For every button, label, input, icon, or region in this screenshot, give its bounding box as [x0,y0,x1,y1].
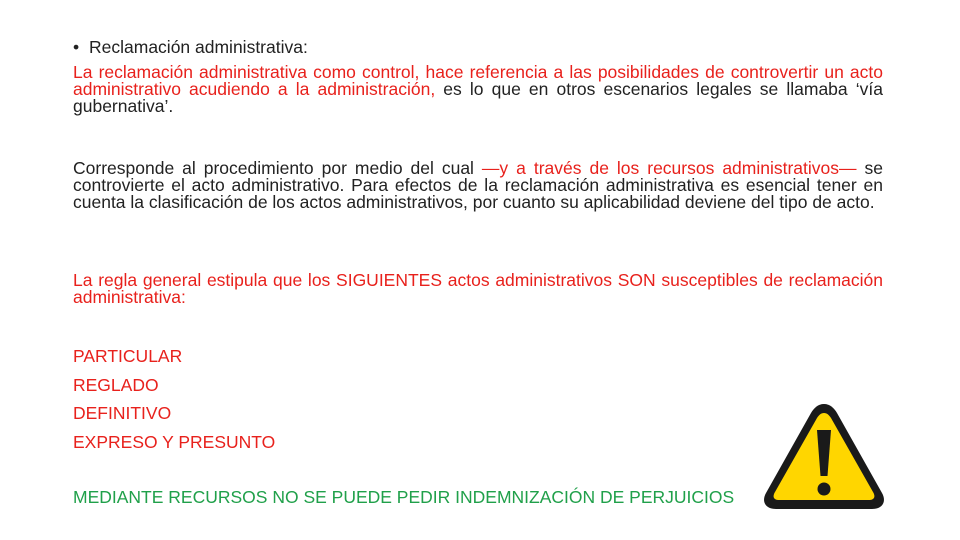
act-types-list [73,342,275,457]
list-item: DEFINITIVO [73,403,172,424]
warning-triangle-icon [760,398,888,514]
paragraph-general-rule [73,272,883,306]
general-rule-text: La regla general estipula que los SIGUIENTES actos administrativos SON susceptibles de reclamación administrativa: [73,270,883,307]
bullet-point: • [73,37,80,57]
definition-highlight: La reclamación administrativa como control, hace referencia a las posibilidades de controvertir un acto administrativo acudiendo a la administración, [73,62,883,99]
damages-note: MEDIANTE RECURSOS NO SE PUEDE PEDIR INDEMNIZACIÓN DE PERJUICIOS [73,487,735,507]
list-item: EXPRESO Y PRESUNTO [73,432,276,453]
procedure-highlight: —y a través de los recursos administrativos— [481,158,857,178]
paragraph-definition [73,64,883,115]
definition-rest: es lo que en otros escenarios legales se llamaba ‘vía gubernativa’. [73,79,883,116]
procedure-text-start: Corresponde al procedimiento por medio del cual [73,158,482,178]
section-heading [73,35,883,59]
list-item: REGLADO [73,374,159,395]
paragraph-procedure [73,160,883,211]
list-item: PARTICULAR [73,346,183,366]
procedure-text-end: se controvierte el acto administrativo. Para efectos de la reclamación administrativa es esencial tener en cuenta la clasificación de los actos administrativos, por cuanto su aplicabilidad deviene del tipo de acto. [73,158,883,212]
heading-text: Reclamación administrativa: [89,37,308,57]
